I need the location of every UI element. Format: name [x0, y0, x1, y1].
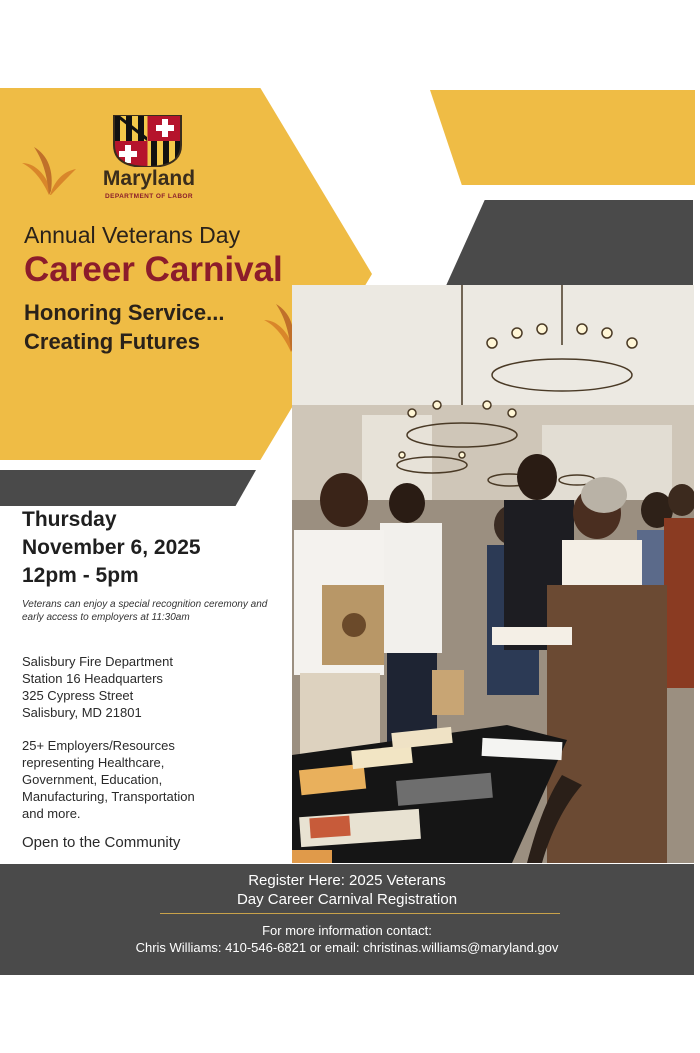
event-title-line1: Annual Veterans Day [24, 222, 241, 248]
maryland-flag-icon [110, 115, 185, 167]
contact-label: For more information contact: [262, 923, 432, 938]
logo-subtitle: DEPARTMENT OF LABOR [104, 193, 193, 200]
gold-accent-tab [430, 90, 695, 185]
employers-line: Government, Education, [22, 772, 163, 787]
register-link[interactable]: Register Here: 2025 Veterans [248, 872, 446, 889]
employers-line: Manufacturing, Transportation [22, 789, 195, 804]
event-date: November 6, 2025 [22, 536, 201, 559]
leaf-flourish-icon [20, 145, 78, 197]
employers-line: 25+ Employers/Resources [22, 738, 175, 753]
location-line: Station 16 Headquarters [22, 671, 163, 686]
open-to-community: Open to the Community [22, 834, 181, 851]
event-day: Thursday [22, 508, 117, 531]
location-line: Salisbury Fire Department [22, 654, 173, 669]
veterans-note: Veterans can enjoy a special recognition ceremony and early access to employers at 11:30am [22, 599, 268, 623]
employers-line: and more. [22, 806, 81, 821]
event-title-line2: Career Carnival [24, 250, 283, 289]
event-time: 12pm - 5pm [22, 564, 139, 587]
dark-accent-strip [0, 470, 256, 506]
location-line: Salisbury, MD 21801 [22, 705, 142, 720]
register-link[interactable]: Day Career Carnival Registration [236, 891, 458, 908]
location-line: 325 Cypress Street [22, 688, 134, 703]
dark-accent-tab [445, 200, 693, 288]
logo-name: Maryland [102, 167, 196, 190]
tagline-line1: Honoring Service... [24, 300, 225, 325]
employers-line: representing Healthcare, [22, 755, 165, 770]
tagline-line2: Creating Futures [24, 329, 201, 354]
contact-details[interactable]: Chris Williams: 410-546-6821 or email: christinas.williams@maryland.gov [135, 940, 559, 955]
footer-divider [160, 913, 560, 914]
career-fair-photo [292, 285, 694, 863]
